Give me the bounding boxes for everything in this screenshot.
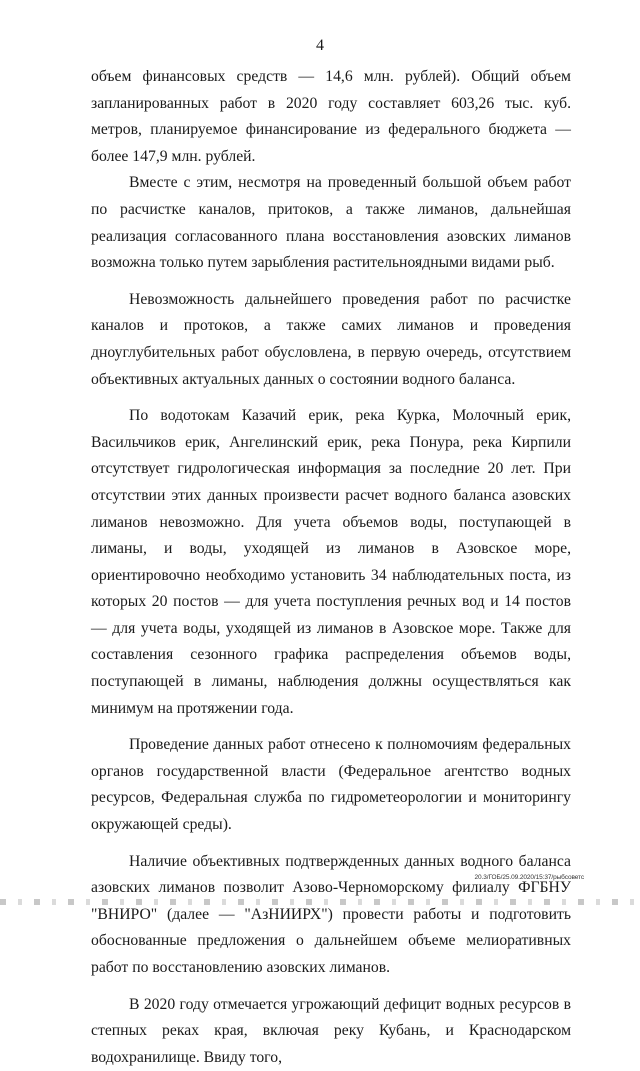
footer-reference: 20.3/ГОБ/25.09.2020/15:37/рыбсоветс	[474, 874, 584, 881]
paragraph-4: По водотокам Казачий ерик, река Курка, Молочный ерик, Васильчиков ерик, Ангелинский ерик, река Понура, река Кирпили отсутствует гидрологическая информация за последние 20 лет. При отсутствии этих данных произвести расчет водного баланса азовских лиманов невозможно. Для учета объемов воды, поступающей в лиманы, и воды, уходящей из лиманов в Азовское море, ориентировочно необходимо установить 34 наблюдательных поста, из которых 20 постов — для учета поступления речных вод и 14 постов — для учета воды, уходящей из лиманов в Азовское море. Также для составления сезонного графика распределения объемов воды, поступающей в лиманы, наблюдения должны осуществляться как минимум на протяжении года.	[91, 407, 571, 717]
paragraph-5: Проведение данных работ отнесено к полномочиям федеральных органов государственной власти (Федеральное агентство водных ресурсов, Федеральная служба по гидрометеорологии и мониторингу окружающей среды).	[91, 736, 571, 834]
page-number: 4	[316, 37, 324, 54]
paragraph-gap	[91, 722, 571, 732]
paragraph-7: В 2020 году отмечается угрожающий дефицит водных ресурсов в степных реках края, включая реку Кубань, и Краснодарском водохранилище. Ввиду того,	[91, 995, 571, 1066]
paragraph-3: Невозможность дальнейшего проведения работ по расчистке каналов и протоков, а также самих лиманов и проведения дноуглубительных работ обусловлена, в первую очередь, отсутствием объективных актуальных данных о состоянии водного баланса.	[91, 290, 571, 388]
scan-edge-artifact	[0, 899, 640, 905]
paragraph-gap	[91, 277, 571, 287]
paragraph-1: объем финансовых средств — 14,6 млн. рублей). Общий объем запланированных работ в 2020 году составляет 603,26 тыс. куб. метров, планируемое финансирование из федерального бюджета — более 147,9 млн. рублей.	[91, 68, 571, 165]
paragraph-gap	[91, 982, 571, 992]
document-body	[91, 64, 571, 1071]
paragraph-gap	[91, 393, 571, 403]
paragraph-6: Наличие объективных подтвержденных данных водного баланса азовских лиманов позволит Азово-Черноморскому филиалу ФГБНУ "ВНИРО" (далее — "АзНИИРХ") провести работы и подготовить обоснованные предложения о дальнейшем объеме мелиоративных работ по восстановлению азовских лиманов.	[91, 852, 571, 976]
paragraph-gap	[91, 839, 571, 849]
paragraph-2: Вместе с этим, несмотря на проведенный большой объем работ по расчистке каналов, притоков, а также лиманов, дальнейшая реализация согласованного плана восстановления азовских лиманов возможна только путем зарыбления растительноядными видами рыб.	[91, 174, 571, 272]
